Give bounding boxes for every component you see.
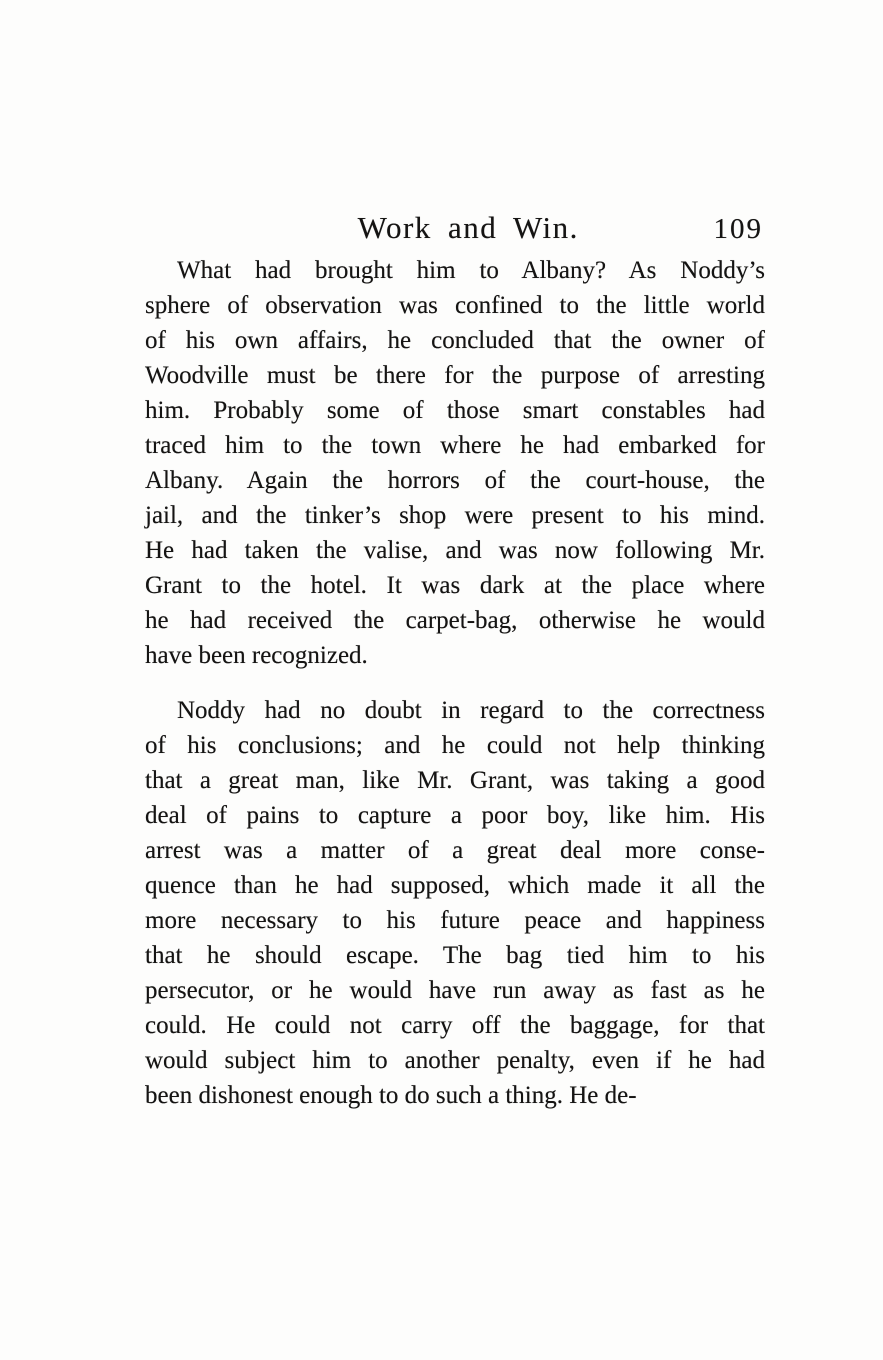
text-line: persecutor, or he would have run away as fast as he [145,977,765,1004]
text-line: could. He could not carry off the baggage, for that [145,1012,765,1039]
text-line: have been recognized. [145,642,368,669]
text-line: Grant to the hotel. It was dark at the place where [145,572,765,599]
paragraph [145,253,765,673]
text-line: more necessary to his future peace and happiness [145,907,765,934]
text-line: him. Probably some of those smart constables had [145,397,765,424]
text-line: arrest was a matter of a great deal more conse- [145,837,765,864]
page-text [145,253,765,1113]
page-number: 109 [713,213,763,245]
text-line: Woodville must be there for the purpose of arresting [145,362,765,389]
text-line: Noddy had no doubt in regard to the correctness [177,697,765,724]
text-line: deal of pains to capture a poor boy, like him. His [145,802,765,829]
text-line: Albany. Again the horrors of the court-house, the [145,467,765,494]
text-line: been dishonest enough to do such a thing. He de- [145,1082,637,1109]
text-line: traced him to the town where he had embarked for [145,432,765,459]
text-line: sphere of observation was confined to the little world [145,292,765,319]
text-line: quence than he had supposed, which made it all the [145,872,765,899]
text-line: would subject him to another penalty, even if he had [145,1047,765,1074]
text-line: that he should escape. The bag tied him to his [145,942,765,969]
text-line: jail, and the tinker’s shop were present to his mind. [145,502,765,529]
text-line: he had received the carpet-bag, otherwise he would [145,607,765,634]
text-line: of his own affairs, he concluded that the owner of [145,327,765,354]
running-title: Work and Win. [357,210,579,245]
text-line: of his conclusions; and he could not help thinking [145,732,765,759]
page-header [145,210,765,252]
text-line: that a great man, like Mr. Grant, was taking a good [145,767,765,794]
paragraph [145,693,765,1113]
text-line: What had brought him to Albany? As Noddy’s [177,257,765,284]
text-line: He had taken the valise, and was now following Mr. [145,537,765,564]
